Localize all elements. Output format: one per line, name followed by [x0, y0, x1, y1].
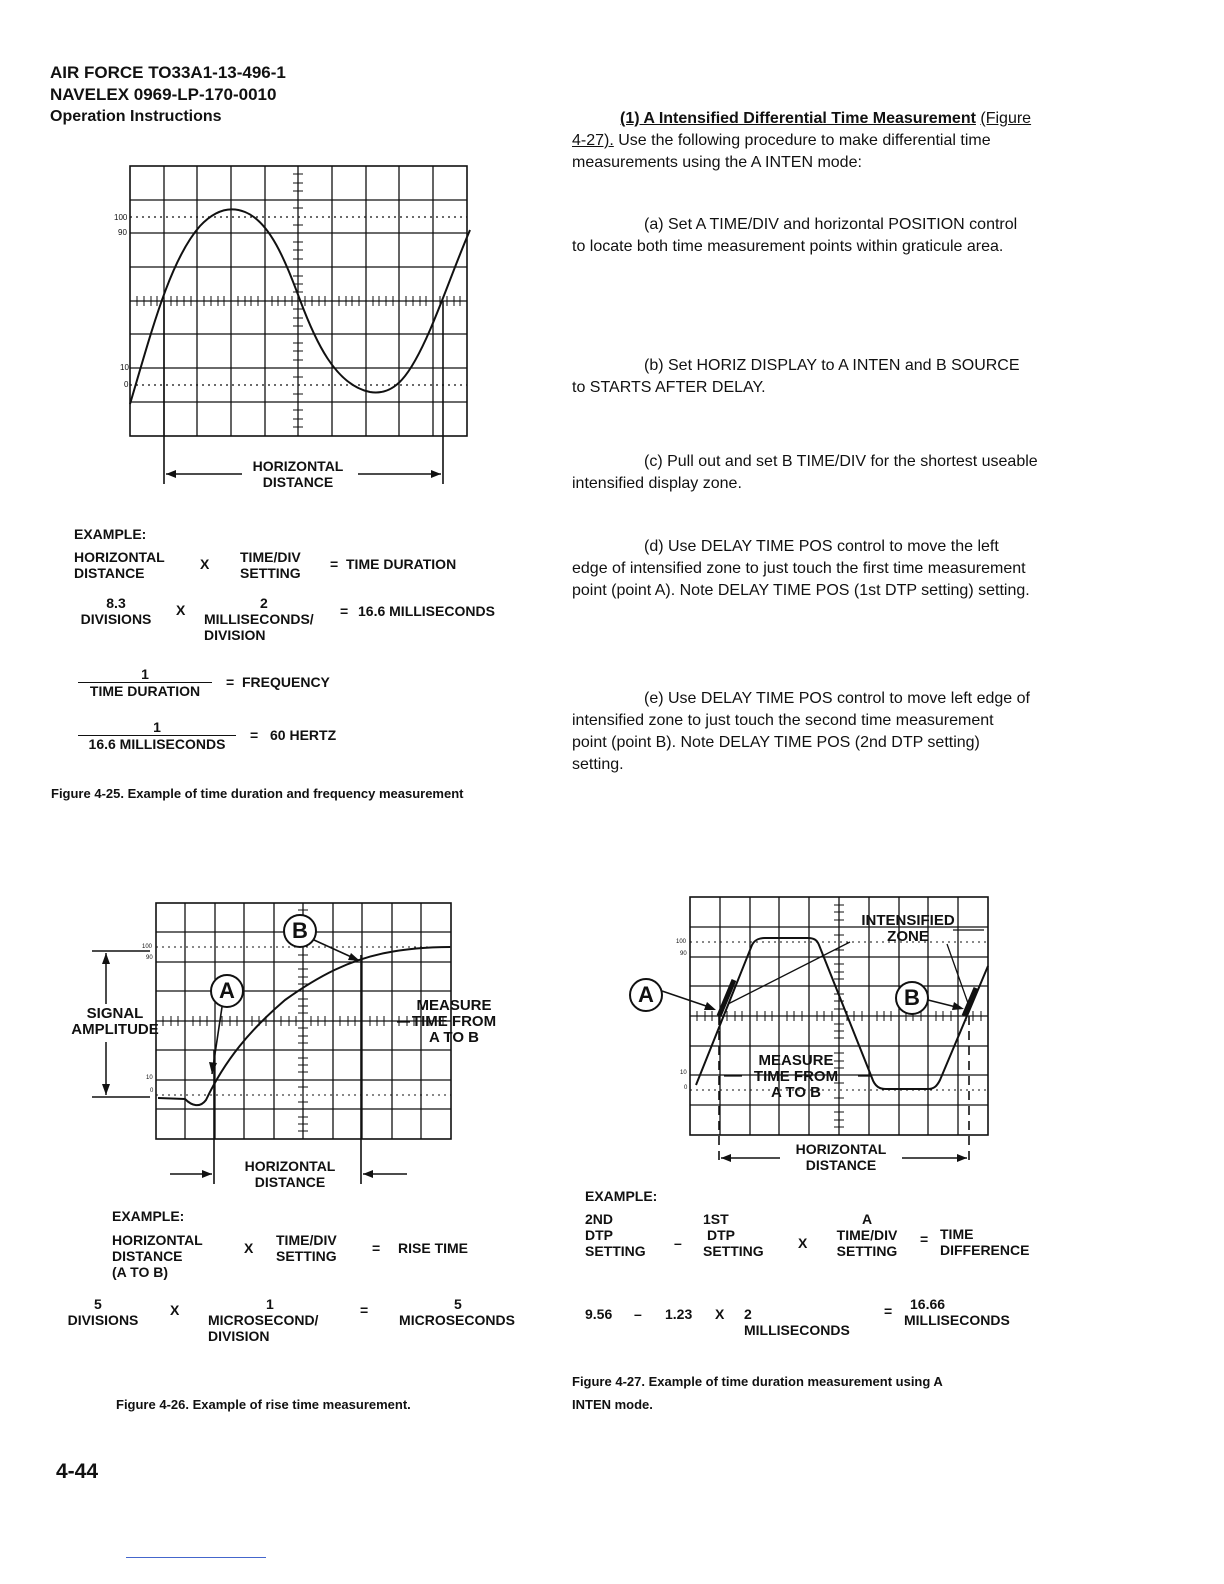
fig26-example-label: EXAMPLE: — [112, 1208, 185, 1224]
fig25-eq2-b1: 2 — [260, 595, 268, 611]
fig27-c4-2: DIFFERENCE — [940, 1242, 1030, 1258]
fig26-eq2-b3: DIVISION — [208, 1328, 270, 1344]
fig25-eq2-eq: = — [340, 603, 349, 619]
step-d: (d) Use DELAY TIME POS control to move the left edge of intensified zone to just touch the first time measurement point (point A). Note DELAY TIME POS (1st DTP setting) setting. — [572, 538, 1030, 599]
fig27-zone2: ZONE — [887, 928, 929, 945]
fig26-sig2: AMPLITUDE — [71, 1021, 159, 1038]
fig27-measure3: A TO B — [770, 1084, 821, 1101]
fig26-eq2-a1: 5 — [94, 1296, 102, 1312]
figure-4-27-caption-line2: INTEN mode. — [572, 1397, 653, 1412]
fig26-hd-line2: DISTANCE — [254, 1174, 326, 1190]
fig27-col1 — [585, 1211, 646, 1259]
fig25-eq1-a1: HORIZONTAL — [74, 549, 165, 565]
fig27-c3-1: A — [861, 1211, 873, 1227]
step-c: (c) Pull out and set B TIME/DIV for the shortest useable intensified display zone. — [572, 453, 1038, 492]
fig26-marker-a: A — [219, 978, 235, 1003]
fig27-value-result — [904, 1296, 1010, 1328]
fig27-horizontal-distance — [780, 1141, 902, 1173]
fig27-v3: 2 — [744, 1306, 752, 1322]
figure-4-25-caption: Figure 4-25. Example of time duration and frequency measurement — [51, 786, 464, 801]
fig27-value-2nd: 9.56 — [585, 1306, 613, 1322]
fig25-hd-line1: HORIZONTAL — [252, 458, 344, 474]
fig25-scale-90: 90 — [118, 228, 127, 237]
figure-reference: (Figure 4-27). — [572, 110, 1032, 149]
fig27-col4 — [940, 1226, 1029, 1258]
fig26-scale-10: 10 — [146, 1075, 153, 1081]
fig27-scale-90: 90 — [680, 951, 687, 957]
fig26-eq1-a3: (A TO B) — [112, 1264, 168, 1280]
fig26-eq1-b1: TIME/DIV — [276, 1232, 337, 1248]
fig27-minus: – — [674, 1235, 682, 1251]
fig27-c3-3: SETTING — [836, 1243, 898, 1259]
step-a: (a) Set A TIME/DIV and horizontal POSITION control to locate both time measurement points within graticule area. — [572, 216, 1018, 255]
fig26-eq1-eq: = — [372, 1240, 381, 1256]
fig27-times: X — [798, 1235, 808, 1251]
fig26-scale-0: 0 — [150, 1088, 154, 1094]
fig27-col2 — [703, 1211, 764, 1259]
fig27-value-eq: = — [884, 1303, 893, 1319]
fig25-eq4-num: 1 — [153, 719, 161, 735]
fig26-measure2: TIME FROM — [411, 1013, 497, 1030]
fig25-eq1-b1: TIME/DIV — [240, 549, 301, 565]
fig25-eq1-op: X — [200, 556, 210, 572]
fig25-eq3-eq: = — [226, 674, 235, 690]
fig27-value-timediv — [744, 1306, 850, 1338]
fig26-marker-b: B — [292, 918, 308, 943]
fig26-eq2-c2: MICROSECONDS — [399, 1312, 515, 1328]
fig26-eq2-b2: MICROSECOND/ — [208, 1312, 319, 1328]
fig25-scale-10: 10 — [120, 363, 129, 372]
fig25-example-label: EXAMPLE: — [74, 526, 147, 542]
fig25-eq2-b2: MILLISECONDS/ — [204, 611, 314, 627]
fig26-eq2-c1: 5 — [454, 1296, 462, 1312]
fig26-measure1: MEASURE — [416, 997, 492, 1014]
fig26-eq2-a2: DIVISIONS — [67, 1312, 139, 1328]
page-number: 4-44 — [56, 1460, 99, 1483]
fig26-eq1-b2: SETTING — [276, 1248, 337, 1264]
doc-id-air-force: AIR FORCE TO33A1-13-496-1 — [50, 63, 286, 82]
doc-section-title: Operation Instructions — [50, 108, 222, 125]
fig27-measure-label — [742, 1053, 850, 1101]
fig27-hd-line1: HORIZONTAL — [795, 1141, 887, 1157]
fig26-scale-90: 90 — [146, 955, 153, 961]
fig27-c4-1: TIME — [940, 1226, 974, 1242]
fig27-c1-3: SETTING — [585, 1243, 646, 1259]
fig27-c1-1: 2ND — [585, 1211, 614, 1227]
section-heading: (1) A Intensified Differential Time Measurement — [620, 110, 976, 127]
fig27-v3-unit: MILLISECONDS — [744, 1322, 850, 1338]
fig27-c2-1: 1ST — [703, 1211, 729, 1227]
fig27-v4-unit: MILLISECONDS — [904, 1312, 1010, 1328]
fig27-c2-3: SETTING — [703, 1243, 764, 1259]
fig27-zone1: INTENSIFIED — [861, 912, 955, 929]
fig25-eq1-eq: = — [330, 556, 339, 572]
fig27-example-label: EXAMPLE: — [585, 1188, 658, 1204]
fig27-scale-100: 100 — [676, 939, 687, 945]
fig25-scale-100: 100 — [114, 213, 128, 222]
fig27-value-minus: – — [634, 1306, 642, 1322]
footer-rule — [126, 1557, 266, 1558]
fig26-measure3: A TO B — [428, 1029, 479, 1046]
doc-id-navelex: NAVELEX 0969-LP-170-0010 — [50, 85, 277, 104]
fig27-c1-2: DTP — [585, 1227, 613, 1243]
fig25-eq3-num: 1 — [141, 666, 149, 682]
fig25-eq3-den: TIME DURATION — [78, 682, 212, 699]
fig25-eq3-c: FREQUENCY — [242, 674, 330, 690]
section-intro: Use the following procedure to make differential time measurements using the A INTEN mode: — [572, 132, 991, 171]
step-e: (e) Use DELAY TIME POS control to move left edge of intensified zone to just touch the second time measurement point (point B). Note DELAY TIME POS (2nd DTP setting) setting. — [572, 690, 1030, 773]
fig25-eq4-c: 60 HERTZ — [270, 727, 337, 743]
fig27-measure1: MEASURE — [758, 1052, 834, 1069]
fig27-c2-2: DTP — [707, 1227, 735, 1243]
fig27-scale-10: 10 — [680, 1070, 687, 1076]
step-b: (b) Set HORIZ DISPLAY to A INTEN and B SOURCE to STARTS AFTER DELAY. — [572, 357, 1020, 396]
fig25-hd-line2: DISTANCE — [262, 474, 334, 490]
fig25-eq1-b2: SETTING — [240, 565, 301, 581]
fig27-eq: = — [920, 1231, 929, 1247]
fig25-eq2-a2: DIVISIONS — [80, 611, 152, 627]
fig25-eq4-den: 16.6 MILLISECONDS — [78, 735, 236, 752]
fig25-scale-0: 0 — [124, 380, 129, 389]
fig25-eq4-eq: = — [250, 727, 259, 743]
fig25-eq2-a1: 8.3 — [106, 595, 126, 611]
fig27-marker-b: B — [904, 985, 920, 1010]
fig27-measure2: TIME FROM — [753, 1068, 839, 1085]
fig26-eq2-op: X — [170, 1302, 180, 1318]
fig26-eq1-c: RISE TIME — [398, 1240, 469, 1256]
fig25-eq2-c: 16.6 MILLISECONDS — [358, 603, 495, 619]
fig26-eq1-a2: DISTANCE — [112, 1248, 183, 1264]
fig26-eq2-eq: = — [360, 1302, 369, 1318]
figure-4-27-caption-line1: Figure 4-27. Example of time duration measurement using A — [572, 1374, 943, 1389]
fig26-eq2-b1: 1 — [266, 1296, 274, 1312]
fig25-eq1-c: TIME DURATION — [346, 556, 457, 572]
figure-4-26-caption: Figure 4-26. Example of rise time measurement. — [116, 1397, 411, 1412]
fig27-value-1st: 1.23 — [665, 1306, 693, 1322]
fig27-value-x: X — [715, 1306, 725, 1322]
fig26-scale-100: 100 — [142, 944, 153, 950]
fig26-eq1-op: X — [244, 1240, 254, 1256]
fig27-hd-line2: DISTANCE — [805, 1157, 877, 1173]
fig26-hd-line1: HORIZONTAL — [244, 1158, 336, 1174]
fig27-scale-0: 0 — [684, 1085, 688, 1091]
fig27-col3 — [826, 1211, 908, 1259]
fig25-eq2-b3: DIVISION — [204, 627, 266, 643]
fig27-intensified-zone — [852, 913, 964, 945]
fig25-eq1-a2: DISTANCE — [74, 565, 145, 581]
fig25-eq2-op: X — [176, 602, 186, 618]
fig27-marker-a: A — [638, 982, 654, 1007]
fig26-sig1: SIGNAL — [86, 1005, 144, 1022]
fig26-eq1-a1: HORIZONTAL — [112, 1232, 203, 1248]
fig27-c3-2: TIME/DIV — [836, 1227, 898, 1243]
fig27-v4: 16.66 — [910, 1296, 946, 1312]
